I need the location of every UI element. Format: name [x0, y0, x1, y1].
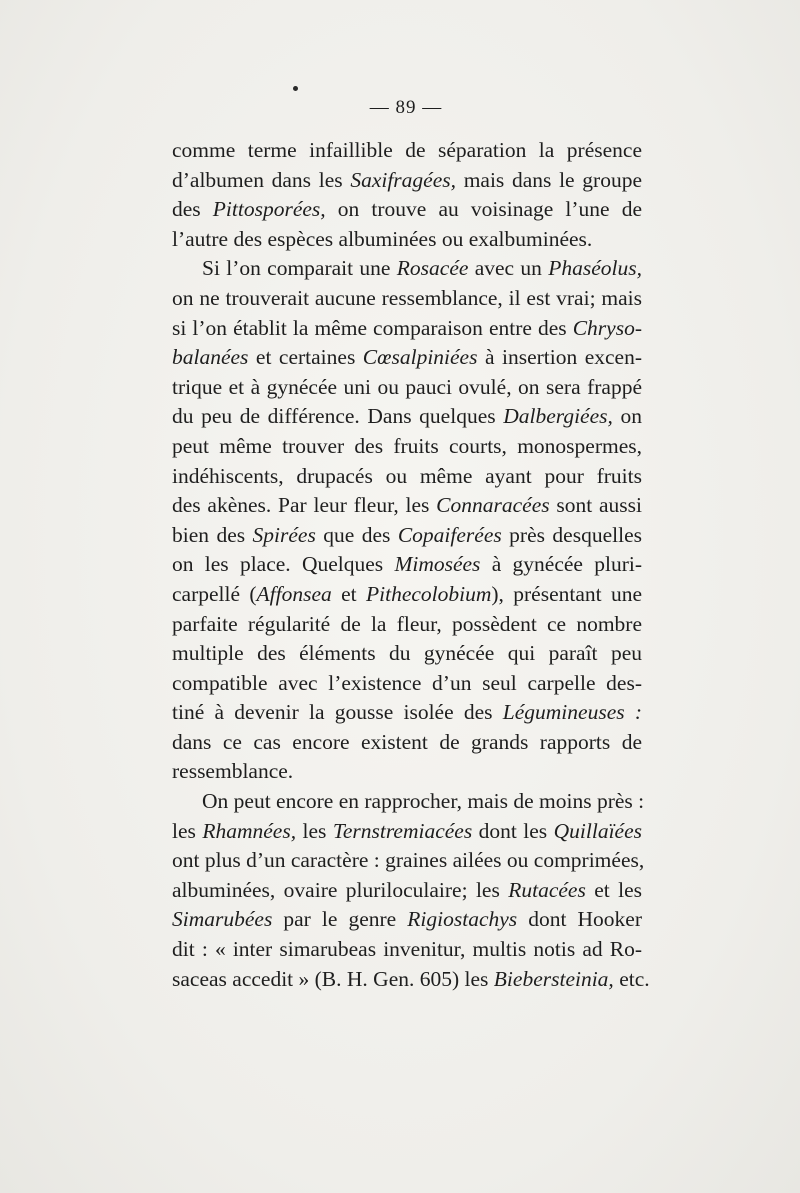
italic-term: balanées	[172, 345, 249, 370]
text-segment: et certaines	[248, 345, 363, 370]
text-segment: avec un	[468, 256, 549, 281]
text-segment: dit : « inter simarubeas invenitur, multis notis ad Ro-	[172, 937, 642, 962]
text-line	[172, 669, 642, 699]
text-segment: les	[296, 818, 333, 843]
italic-term: Simarubées	[172, 907, 273, 932]
text-segment: sont aussi	[549, 493, 642, 518]
text-line	[172, 610, 642, 640]
text-line	[172, 462, 642, 492]
italic-term: Rhamnées,	[202, 818, 297, 843]
text-segment: du peu de différence. Dans quelques	[172, 404, 504, 429]
text-segment: etc.	[613, 966, 650, 991]
text-line	[172, 876, 642, 906]
text-segment: dont Hooker	[517, 907, 642, 932]
italic-term: Pithecolobium	[365, 581, 492, 606]
text-segment: mais dans le groupe	[456, 167, 642, 192]
text-segment: on trouve au voisinage l’une de	[325, 197, 642, 222]
text-line	[172, 935, 642, 965]
text-line	[172, 580, 642, 610]
text-segment: si l’on établit la même comparaison entre des	[172, 315, 573, 340]
italic-term: Légumineuses :	[502, 700, 642, 725]
text-segment: bien des	[172, 522, 253, 547]
text-line	[172, 373, 642, 403]
text-segment: dans ce cas encore existent de grands rapports de	[172, 729, 642, 754]
ink-dot	[293, 86, 298, 91]
text-segment: l’autre des espèces albuminées ou exalbuminées.	[172, 226, 593, 251]
text-segment: on les place. Quelques	[172, 552, 395, 577]
text-line	[172, 166, 642, 196]
italic-term: Cœsalpiniées	[362, 345, 478, 370]
text-segment: dont les	[472, 818, 554, 843]
text-segment: les	[172, 818, 203, 843]
text-line	[172, 136, 642, 166]
text-line	[172, 965, 650, 995]
italic-term: Saxifragées,	[350, 167, 456, 192]
text-line	[172, 905, 642, 935]
text-segment: albuminées, ovaire pluriloculaire; les	[172, 877, 509, 902]
italic-term: Dalbergiées,	[503, 404, 613, 429]
text-line	[172, 491, 642, 521]
text-segment: des	[172, 197, 213, 222]
text-segment: trique et à gynécée uni ou pauci ovulé, on sera frappé	[172, 374, 642, 399]
text-line	[172, 846, 645, 876]
body-text	[172, 136, 650, 994]
text-segment: à insertion excen-	[477, 345, 642, 370]
text-segment: ), présentant une	[491, 581, 642, 606]
paragraph	[172, 136, 642, 254]
text-segment: on ne trouverait aucune ressemblance, il est vrai; mais	[172, 285, 642, 310]
italic-term: Pittosporées,	[212, 197, 326, 222]
text-line	[172, 314, 642, 344]
text-segment: compatible avec l’existence d’un seul carpelle des-	[172, 670, 642, 695]
text-line	[172, 787, 645, 817]
text-segment: indéhiscents, drupacés ou même ayant pour fruits	[172, 463, 642, 488]
text-line	[172, 225, 642, 255]
text-segment: ressemblance.	[172, 759, 294, 784]
text-line	[172, 817, 642, 847]
italic-term: Quillaïées	[553, 818, 642, 843]
text-line	[172, 254, 642, 284]
paragraph	[172, 254, 642, 787]
text-line	[172, 402, 642, 432]
italic-term: Copaiferées	[397, 522, 502, 547]
text-line	[172, 284, 642, 314]
text-segment: carpellé (	[172, 581, 257, 606]
text-segment: et	[331, 581, 366, 606]
italic-term: Mimosées	[394, 552, 481, 577]
italic-term: Connaracées	[436, 493, 550, 518]
text-segment: On peut encore en rapprocher, mais de moins près :	[202, 789, 645, 814]
italic-term: Biebersteinia,	[493, 966, 614, 991]
text-segment: d’albumen dans les	[172, 167, 351, 192]
text-segment: et les	[585, 877, 642, 902]
text-line	[172, 698, 642, 728]
italic-term: Affonsea	[256, 581, 332, 606]
text-segment: à gynécée pluri-	[480, 552, 642, 577]
text-line	[172, 757, 642, 787]
italic-term: Chryso-	[572, 315, 642, 340]
text-line	[172, 639, 642, 669]
text-segment: Si l’on comparait une	[202, 256, 397, 281]
text-segment: par le genre	[272, 907, 408, 932]
italic-term: Phaséolus,	[548, 256, 642, 281]
text-line	[172, 521, 642, 551]
text-segment: que des	[315, 522, 398, 547]
text-segment: peut même trouver des fruits courts, monospermes,	[172, 433, 642, 458]
text-segment: multiple des éléments du gynécée qui paraît peu	[172, 641, 642, 666]
page-number: — 89 —	[369, 97, 443, 118]
italic-term: Rigiostachys	[407, 907, 518, 932]
text-segment: près desquelles	[501, 522, 642, 547]
text-segment: tiné à devenir la gousse isolée des	[172, 700, 503, 725]
text-line	[172, 728, 642, 758]
paragraph	[172, 787, 650, 994]
text-line	[172, 195, 642, 225]
text-segment: on	[612, 404, 642, 429]
italic-term: Rosacée	[396, 256, 469, 281]
text-line	[172, 343, 642, 373]
text-line	[172, 432, 642, 462]
italic-term: Rutacées	[508, 877, 586, 902]
text-segment: des akènes. Par leur fleur, les	[172, 493, 437, 518]
text-segment: saceas accedit » (B. H. Gen. 605) les	[172, 966, 494, 991]
text-segment: ont plus d’un caractère : graines ailées ou comprimées,	[172, 848, 645, 873]
italic-term: Ternstremiacées	[332, 818, 473, 843]
text-segment: parfaite régularité de la fleur, possèdent ce nombre	[172, 611, 642, 636]
italic-term: Spirées	[252, 522, 316, 547]
text-line	[172, 550, 642, 580]
text-segment: comme terme infaillible de séparation la présence	[172, 138, 642, 162]
